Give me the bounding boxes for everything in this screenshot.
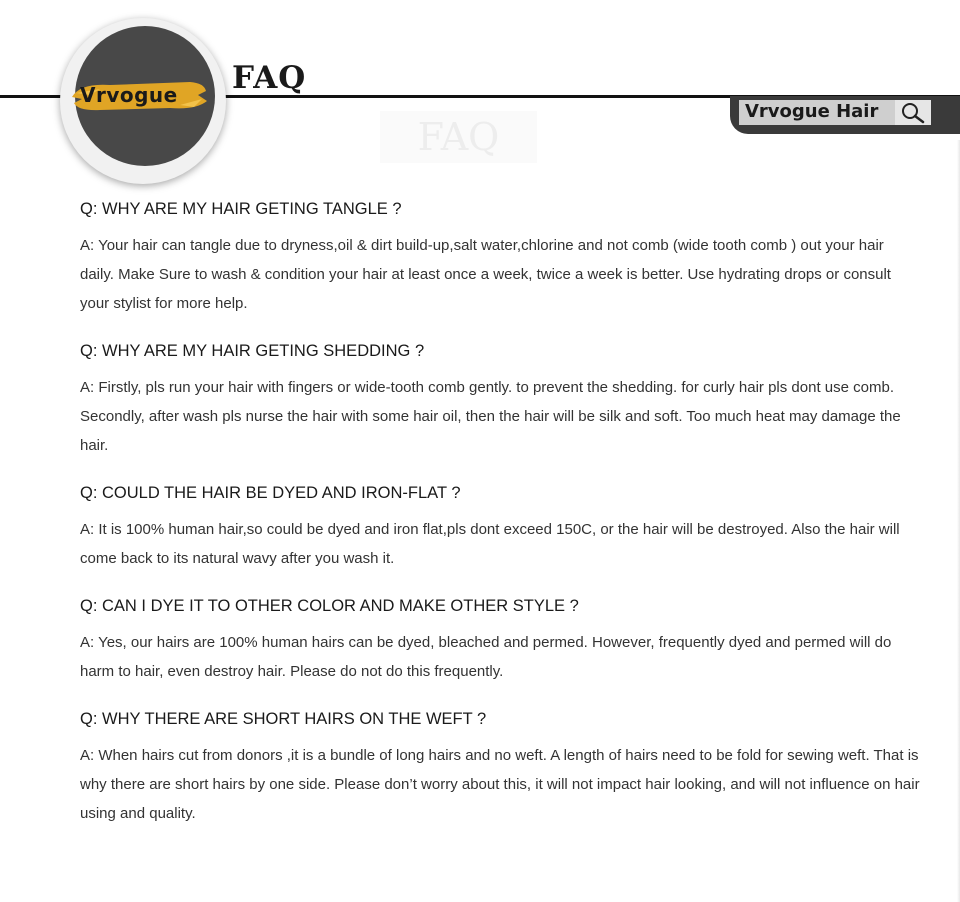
brand-logo-badge: [60, 18, 226, 184]
faq-watermark-title: FAQ: [380, 111, 537, 163]
faq-answer: A: Firstly, pls run your hair with fingers or wide-tooth comb gently. to prevent the shedding. for curly hair pls dont use comb. Secondly, after wash pls nurse the hair with some hair oil, then the hair will be silk and soft. Too much heat may damage the hair.: [80, 379, 901, 454]
faq-question: Q: WHY THERE ARE SHORT HAIRS ON THE WEFT ?: [80, 710, 487, 728]
faq-answer: A: When hairs cut from donors ,it is a bundle of long hairs and no weft. A length of hairs need to be fold for sewing weft. That is why there are short hairs by one side. Please don’t worry about this, it will not impact hair looking, and will not influence on hair using and quality.: [80, 747, 920, 822]
faq-answer: A: Your hair can tangle due to dryness,oil & dirt build-up,salt water,chlorine and not comb (wide tooth comb ) out your hair daily. Make Sure to wash & condition your hair at least once a week, twice a week is better. Use hydrating drops or consult your stylist for more help.: [80, 237, 891, 312]
faq-item: [80, 198, 920, 318]
faq-question: Q: WHY ARE MY HAIR GETING SHEDDING ?: [80, 342, 425, 360]
faq-question: Q: COULD THE HAIR BE DYED AND IRON-FLAT ?: [80, 484, 461, 502]
faq-question: Q: CAN I DYE IT TO OTHER COLOR AND MAKE OTHER STYLE ?: [80, 597, 579, 615]
search-bar[interactable]: [739, 100, 931, 125]
search-icon: [895, 100, 931, 125]
faq-item: [80, 708, 920, 828]
logo-text: Vrvogue: [80, 83, 178, 107]
faq-answer: A: It is 100% human hair,so could be dyed and iron flat,pls dont exceed 150C, or the hair will be destroyed. Also the hair will come back to its natural wavy after you wash it.: [80, 521, 900, 567]
faq-question: Q: WHY ARE MY HAIR GETING TANGLE ?: [80, 200, 402, 218]
page-title: FAQ: [232, 60, 307, 96]
faq-answer: A: Yes, our hairs are 100% human hairs can be dyed, bleached and permed. However, frequently dyed and permed will do harm to hair, even destroy hair. Please do not do this frequently.: [80, 634, 892, 680]
faq-item: [80, 482, 920, 573]
search-label: Vrvogue Hair: [745, 101, 879, 122]
faq-item: [80, 340, 920, 460]
search-button[interactable]: [895, 100, 931, 125]
faq-item: [80, 595, 920, 686]
faq-list: [80, 198, 920, 850]
